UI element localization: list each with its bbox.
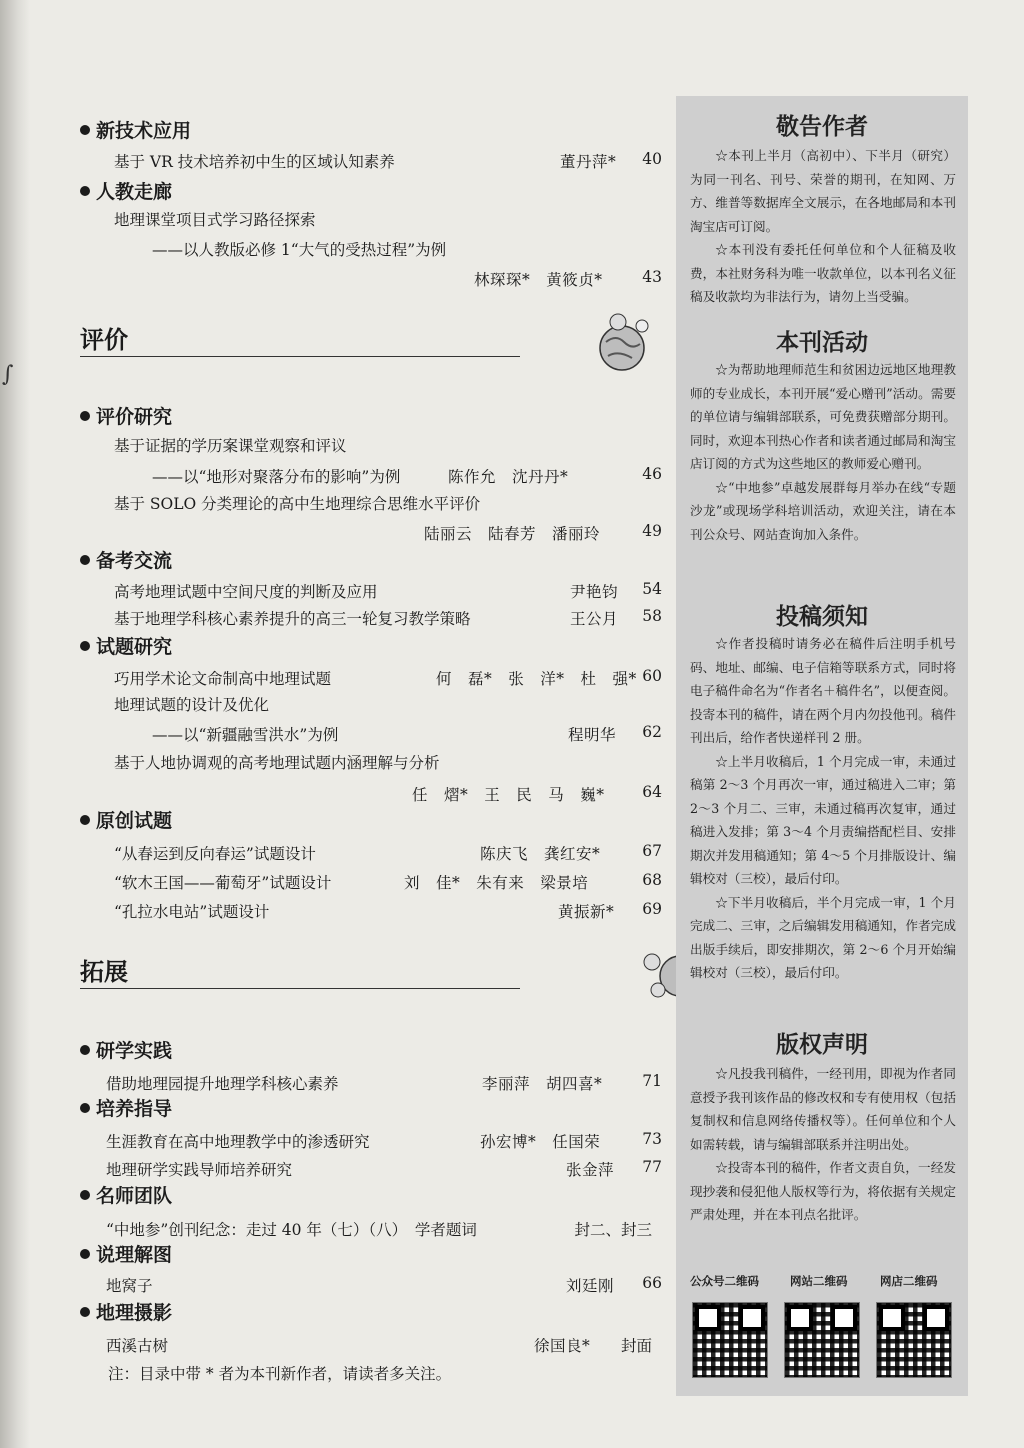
entry-title: 基于人地协调观的高考地理试题内涵理解与分析: [114, 754, 440, 772]
section-heading-question-research: 试题研究: [80, 632, 172, 659]
entry-title: 基于证据的学历案课堂观察和评议: [114, 437, 347, 455]
entry-title: 基于 VR 技术培养初中生的区域认知素养: [114, 153, 395, 171]
shop-qr-code-icon[interactable]: [876, 1302, 952, 1378]
section-heading-exam-prep: 备考交流: [80, 546, 172, 573]
globe-cartoon-icon: [588, 312, 658, 374]
entry-title: 巧用学术论文命制高中地理试题: [114, 670, 332, 688]
entry-authors: 刘廷刚: [566, 1277, 615, 1295]
entry-page: 封面: [620, 1337, 652, 1355]
bullet-icon: [80, 1249, 90, 1259]
entry-title: “中地参”创刊纪念：走过 40 年（七）（八） 学者题词: [106, 1221, 477, 1239]
qr-label-website: 网站二维码: [790, 1274, 848, 1288]
entry-authors: 陆丽云 陆春芳 潘丽玲: [424, 525, 601, 543]
entry-subtitle: ——以人教版必修 1“大气的受热过程”为例: [152, 241, 447, 259]
submission-title: 投稿须知: [776, 604, 868, 630]
wechat-qr-code-icon[interactable]: [692, 1302, 768, 1378]
entry-authors: 孙宏博* 任国荣: [480, 1133, 601, 1151]
notice-sidebar: [676, 96, 968, 1396]
entry-title: 地理试题的设计及优化: [114, 696, 270, 714]
entry-page: 62: [642, 723, 662, 741]
qr-label-wechat: 公众号二维码: [690, 1274, 759, 1288]
section-heading-famous-teachers: 名师团队: [80, 1181, 172, 1208]
entry-authors: 何 磊* 张 洋* 杜 强*: [436, 670, 637, 688]
qr-label-shop: 网店二维码: [880, 1274, 938, 1288]
entry-authors: 尹艳钧: [570, 583, 619, 601]
entry-page: 58: [642, 607, 662, 625]
part-header-expansion: 拓展: [80, 952, 520, 989]
notice-text: [690, 144, 956, 309]
entry-authors: 刘 佳* 朱有来 梁景培: [404, 874, 589, 892]
section-heading-training-guidance: 培养指导: [80, 1094, 172, 1121]
notice-paragraph-2: ☆本刊没有委托任何单位和个人征稿及收费，本社财务科为唯一收款单位，以本刊名义征稿及收款均为非法行为，请勿上当受骗。: [690, 242, 956, 304]
section-heading-eval-research: 评价研究: [80, 402, 172, 429]
submission-paragraph-3: ☆下半月收稿后，半个月完成一审，1 个月完成二、三审，之后编辑发用稿通知，作者完成出版手续后，即安排期次，第 2～6 个月开始编辑校对（三校），最后付印。: [690, 894, 956, 980]
copyright-paragraph-2: ☆投寄本刊的稿件，作者文责自负，一经发现抄袭和侵犯他人版权等行为，将依据有关规定严肃处理，并在本刊点名批评。: [690, 1160, 956, 1222]
entry-title: 基于 SOLO 分类理论的高中生地理综合思维水平评价: [114, 495, 481, 513]
bullet-icon: [80, 1190, 90, 1200]
section-heading-map-explanation: 说理解图: [80, 1240, 172, 1267]
bullet-icon: [80, 641, 90, 651]
entry-page: 69: [642, 900, 662, 918]
website-qr-code-icon[interactable]: [784, 1302, 860, 1378]
entry-subtitle: ——以“新疆融雪洪水”为例: [152, 726, 339, 744]
copyright-title: 版权声明: [776, 1032, 868, 1058]
submission-paragraph-2: ☆上半月收稿后，1 个月完成一审，未通过稿第 2～3 个月再次一审，通过稿进入二审；第 2～3 个月二、三审，未通过稿再次复审，通过稿进入发排；第 3～4 个月责编搭配栏目、安排期次并发用稿通知；第 4～5 个月排版设计、编辑校对（三校），最后付印。: [690, 753, 956, 886]
section-heading-study-practice: 研学实践: [80, 1036, 172, 1063]
entry-page: 71: [642, 1072, 662, 1090]
entry-title: 地窝子: [106, 1277, 153, 1295]
entry-page: 54: [642, 580, 662, 598]
entry-subtitle: ——以“地形对聚落分布的影响”为例: [152, 468, 401, 486]
entry-authors: 陈作允 沈丹丹*: [448, 468, 569, 486]
entry-authors: 林琛琛* 黄筱贞*: [474, 271, 603, 289]
entry-authors: 张金萍: [566, 1161, 615, 1179]
activity-title: 本刊活动: [776, 330, 868, 356]
entry-page: 68: [642, 871, 662, 889]
bullet-icon: [80, 555, 90, 565]
entry-authors: 陈庆飞 龚红安*: [480, 845, 601, 863]
entry-title: 基于地理学科核心素养提升的高三一轮复习教学策略: [114, 610, 471, 628]
copyright-text: [690, 1062, 956, 1227]
notice-paragraph-1: ☆本刊上半月（高初中）、下半月（研究）为同一刊名、刊号、荣誉的期刊，在知网、万方、维普等数据库全文展示，在各地邮局和本刊淘宝店可订阅。: [690, 148, 956, 234]
bullet-icon: [80, 815, 90, 825]
entry-page: 60: [642, 667, 662, 685]
footnote: 注：目录中带 * 者为本刊新作者，请读者多关注。: [108, 1365, 452, 1383]
entry-page: 73: [642, 1130, 662, 1148]
part-header-evaluation: 评价: [80, 320, 520, 357]
bullet-icon: [80, 1103, 90, 1113]
entry-title: 地理课堂项目式学习路径探索: [114, 211, 316, 229]
entry-page: 67: [642, 842, 662, 860]
binding-shadow: [0, 0, 30, 1448]
entry-page: 64: [642, 783, 662, 801]
submission-text: [690, 632, 956, 985]
entry-page: 49: [642, 522, 662, 540]
activity-paragraph-1: ☆为帮助地理师范生和贫困边远地区地理教师的专业成长，本刊开展“爱心赠刊”活动。需要的单位请与编辑部联系，可免费获赠部分期刊。同时，欢迎本刊热心作者和读者通过邮局和淘宝店订阅的方式为这些地区的教师爱心赠刊。: [690, 362, 956, 471]
margin-mark: ∫: [2, 362, 14, 387]
entry-title: 地理研学实践导师培养研究: [106, 1161, 293, 1179]
copyright-paragraph-1: ☆凡投我刊稿件，一经刊用，即视为作者同意授予我刊该作品的修改权和专有使用权（包括复制权和信息网络传播权等）。任何单位和个人如需转载，请与编辑部联系并注明出处。: [690, 1066, 956, 1152]
bullet-icon: [80, 186, 90, 196]
entry-title: “从春运到反向春运”试题设计: [114, 845, 316, 863]
submission-paragraph-1: ☆作者投稿时请务必在稿件后注明手机号码、地址、邮编、电子信箱等联系方式，同时将电子稿件命名为“作者名＋稿件名”，以便查阅。投寄本刊的稿件，请在两个月内勿投他刊。稿件刊出后，给作者快递样刊 2 册。: [690, 636, 956, 745]
entry-title: 西溪古树: [106, 1337, 169, 1355]
section-heading-new-tech: 新技术应用: [80, 116, 191, 143]
entry-authors: 董丹萍*: [560, 153, 617, 171]
section-heading-pep-corridor: 人教走廊: [80, 177, 172, 204]
entry-authors: 王公月: [570, 610, 619, 628]
activity-paragraph-2: ☆“中地参”卓越发展群每月举办在线“专题沙龙”或现场学科培训活动，欢迎关注，请在本刊公众号、网站查询加入条件。: [690, 479, 956, 542]
notice-title: 敬告作者: [776, 114, 868, 140]
activity-text: [690, 358, 956, 546]
entry-authors: 程明华: [568, 726, 617, 744]
entry-page: 46: [642, 465, 662, 483]
entry-title: 借助地理园提升地理学科核心素养: [106, 1075, 339, 1093]
entry-page: 43: [642, 268, 662, 286]
table-of-contents: [62, 0, 672, 1448]
entry-title: 高考地理试题中空间尺度的判断及应用: [114, 583, 378, 601]
entry-authors: 黄振新*: [558, 903, 615, 921]
entry-title: “软木王国——葡萄牙”试题设计: [114, 874, 332, 892]
bullet-icon: [80, 1307, 90, 1317]
entry-page: 66: [642, 1274, 662, 1292]
bullet-icon: [80, 411, 90, 421]
bullet-icon: [80, 1045, 90, 1055]
entry-authors: 徐国良*: [534, 1337, 591, 1355]
section-heading-geo-photography: 地理摄影: [80, 1298, 172, 1325]
entry-title: “孔拉水电站”试题设计: [114, 903, 270, 921]
entry-page: 77: [642, 1158, 662, 1176]
entry-authors: 任 熠* 王 民 马 巍*: [412, 786, 605, 804]
entry-title: 生涯教育在高中地理教学中的渗透研究: [106, 1133, 370, 1151]
section-heading-original-questions: 原创试题: [80, 806, 172, 833]
entry-page: 封二、封三: [574, 1221, 652, 1239]
entry-authors: 李丽萍 胡四喜*: [482, 1075, 603, 1093]
entry-page: 40: [642, 150, 662, 168]
bullet-icon: [80, 125, 90, 135]
